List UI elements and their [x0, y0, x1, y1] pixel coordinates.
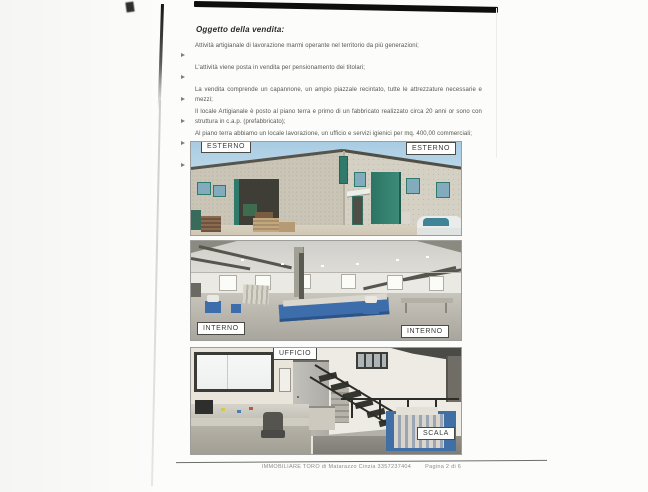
ceiling-light: [281, 263, 284, 265]
car-hood: [417, 228, 462, 236]
garage-door-panel: [234, 179, 239, 229]
photo-label-interno: INTERNO: [197, 322, 245, 335]
marble-block: [365, 296, 377, 303]
scan-top-edge-artifact: [194, 1, 498, 13]
window: [436, 182, 450, 198]
scan-left-edge-shadow: [158, 4, 164, 110]
list-item-text: Attività artigianale di lavorazione marmi operante nel territorio da più generazioni;: [195, 43, 419, 49]
page-number: Pagina 2 di 6: [425, 464, 462, 470]
entrance-door: [352, 196, 363, 225]
window: [213, 185, 226, 197]
window: [406, 178, 420, 194]
workshop-ceiling: [191, 241, 462, 273]
section-heading: Oggetto della vendita:: [196, 25, 285, 34]
wall-poster: [279, 368, 291, 392]
desk-item: [221, 408, 225, 411]
footer-divider: [176, 460, 547, 463]
office-desk: [191, 418, 311, 426]
page-fold-line: [496, 8, 497, 158]
corner-window: [339, 156, 348, 184]
bullet-arrow-icon: [181, 41, 195, 62]
door-handle: [297, 396, 299, 398]
exterior-photo: [190, 141, 462, 236]
office-chair-seat: [261, 430, 285, 438]
ceiling-light: [426, 256, 429, 258]
printer: [195, 400, 213, 414]
ceiling-light: [241, 259, 244, 261]
interior-photo: [190, 240, 462, 341]
wood-stack: [279, 222, 295, 232]
scan-corner-mark: [125, 1, 134, 12]
wall-ceiling-junction: [191, 272, 462, 273]
list-item: [181, 85, 482, 106]
marble-slab: [396, 407, 438, 415]
machine-mast: [299, 253, 304, 299]
window: [219, 275, 237, 291]
desk-item: [249, 407, 253, 410]
marble-block: [207, 295, 219, 302]
car-windshield: [423, 218, 449, 226]
office-window: [194, 352, 274, 392]
railing-post: [379, 400, 381, 418]
bullet-arrow-icon: [181, 107, 195, 128]
teal-sliding-door: [371, 172, 401, 224]
desk-front: [191, 426, 311, 455]
ceiling-light: [396, 259, 399, 261]
list-item-text: Al piano terra abbiamo un locale lavorazione, un ufficio e servizi igienici per mq. 400,00 commerciali;: [195, 131, 472, 137]
window: [387, 275, 403, 290]
list-item-text: Il locale Artigianale è posto al piano terra e primo di un fabbricato realizzato circa 20 anni or sono con struttura in c.a.p. (prefabbricato);: [195, 109, 482, 125]
photo-label-scala: SCALA: [417, 427, 455, 440]
dumpster: [191, 210, 201, 230]
office-chair: [263, 412, 283, 430]
blue-machine-stand: [363, 302, 379, 314]
wood-stack: [253, 218, 279, 232]
railing-post: [351, 400, 353, 418]
window: [341, 274, 356, 289]
marble-slabs: [243, 284, 270, 304]
window: [197, 182, 211, 195]
photo-label-ufficio: UFFICIO: [273, 347, 317, 360]
wall-machine: [191, 283, 201, 297]
list-item-text: La vendita comprende un capannone, un ampio piazzale recintato, tutte le attrezzature necessarie e mezzi;: [195, 87, 482, 103]
list-item-text: L'attività viene posta in vendita per pensionamento dei titolari;: [195, 65, 366, 71]
office-stairs-photo: [190, 347, 462, 455]
photo-label-esterno: ESTERNO: [406, 142, 456, 155]
window: [354, 172, 366, 187]
blue-machine-stand: [231, 304, 241, 313]
window: [429, 276, 444, 291]
list-item: [181, 41, 482, 62]
list-item: [181, 107, 482, 128]
desk-item: [237, 410, 241, 413]
photo-label-esterno: ESTERNO: [201, 141, 251, 153]
page-left-edge-line: [151, 100, 161, 486]
stairwell-window: [356, 352, 388, 369]
window-mullion: [227, 355, 228, 389]
page-footer: [176, 464, 547, 470]
list-item: [181, 63, 482, 84]
bullet-arrow-icon: [181, 85, 195, 106]
bullet-arrow-icon: [181, 63, 195, 84]
photo-label-interno: INTERNO: [401, 325, 449, 338]
agency-contact: IMMOBILIARE TORO di Matarazzo Cinzia 3357237404: [261, 464, 412, 470]
blue-machine-stand: [205, 301, 221, 313]
ceiling-light: [321, 265, 324, 267]
pallet-stack: [201, 216, 221, 232]
upper-doorway: [446, 356, 462, 402]
ceiling-light: [356, 263, 359, 265]
page-left-margin: [0, 0, 152, 492]
landing-railing: [341, 398, 459, 400]
bench-leg: [445, 303, 447, 313]
bench-leg: [405, 303, 407, 313]
barrel: [402, 212, 410, 224]
cabinet: [309, 406, 335, 430]
